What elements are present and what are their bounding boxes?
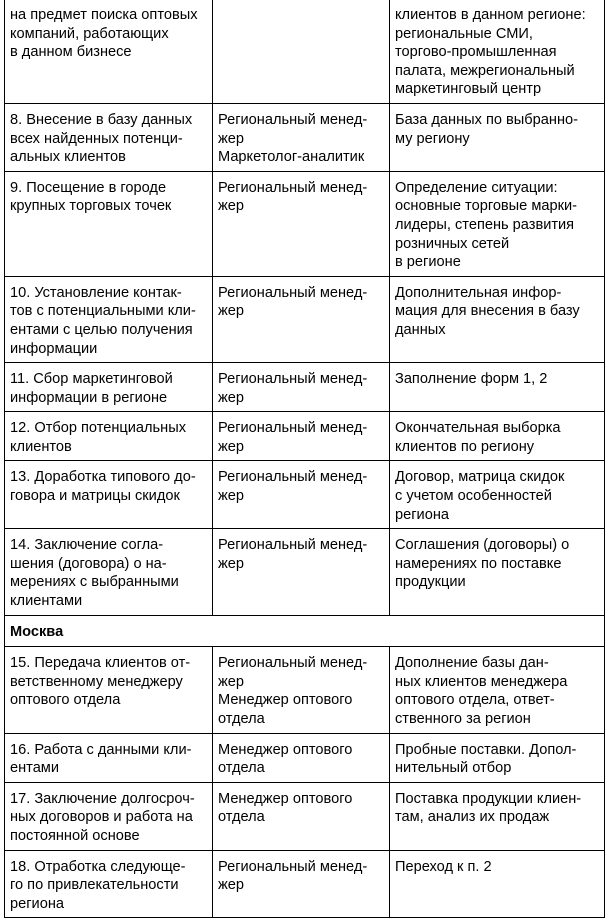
result-cell: Окончательная выборка клиентов по региону (390, 412, 605, 461)
responsible-cell: Региональный менед- жер (213, 363, 390, 412)
table-row (5, 412, 605, 461)
table-row (5, 850, 605, 918)
step-cell: на предмет поиска оптовых компаний, работающих в данном бизнесе (5, 0, 213, 103)
step-cell: 17. Заключение долгосроч- ных договоров и работа на постоянной основе (5, 782, 213, 850)
result-cell: Переход к п. 2 (390, 850, 605, 918)
result-cell: Заполнение форм 1, 2 (390, 363, 605, 412)
responsible-cell: Региональный менед- жер (213, 171, 390, 276)
table-row (5, 733, 605, 782)
table-row (5, 529, 605, 615)
result-cell: Пробные поставки. Допол- нительный отбор (390, 733, 605, 782)
table-row (5, 103, 605, 171)
table-row (5, 461, 605, 529)
result-cell: Дополнение базы дан- ных клиентов менеджера оптового отдела, ответ- ственного за регион (390, 647, 605, 733)
section-label: Москва (5, 615, 605, 647)
result-cell: клиентов в данном регионе: региональные СМИ, торгово-промышленная палата, межрегиональный маркетинговый центр (390, 0, 605, 103)
table-row (5, 171, 605, 276)
table-body (5, 0, 605, 918)
result-cell: Поставка продукции клиен- там, анализ их продаж (390, 782, 605, 850)
step-cell: 13. Доработка типового до- говора и матрицы скидок (5, 461, 213, 529)
step-cell: 15. Передача клиентов от- ветственному менеджеру оптового отдела (5, 647, 213, 733)
result-cell: Определение ситуации: основные торговые марки- лидеры, степень развития розничных сетей в регионе (390, 171, 605, 276)
table-row (5, 782, 605, 850)
responsible-cell: Региональный менед- жер Менеджер оптового отдела (213, 647, 390, 733)
responsible-cell: Региональный менед- жер (213, 461, 390, 529)
responsible-cell: Региональный менед- жер Маркетолог-аналитик (213, 103, 390, 171)
responsible-cell: Региональный менед- жер (213, 850, 390, 918)
table-row (5, 647, 605, 733)
step-cell: 18. Отработка следующе- го по привлекательности региона (5, 850, 213, 918)
responsible-cell: Региональный менед- жер (213, 276, 390, 362)
step-cell: 8. Внесение в базу данных всех найденных потенци- альных клиентов (5, 103, 213, 171)
responsible-cell: Региональный менед- жер (213, 529, 390, 615)
step-cell: 14. Заключение согла- шения (договора) о на- мерениях с выбранными клиентами (5, 529, 213, 615)
step-cell: 11. Сбор маркетинговой информации в регионе (5, 363, 213, 412)
result-cell: Дополнительная инфор- мация для внесения в базу данных (390, 276, 605, 362)
result-cell: Договор, матрица скидок с учетом особенностей региона (390, 461, 605, 529)
responsible-cell (213, 0, 390, 103)
responsible-cell: Региональный менед- жер (213, 412, 390, 461)
step-cell: 12. Отбор потенциальных клиентов (5, 412, 213, 461)
result-cell: Соглашения (договоры) о намерениях по поставке продукции (390, 529, 605, 615)
responsible-cell: Менеджер оптового отдела (213, 782, 390, 850)
process-table (4, 0, 605, 918)
table-row (5, 276, 605, 362)
result-cell: База данных по выбранно- му региону (390, 103, 605, 171)
step-cell: 16. Работа с данными кли- ентами (5, 733, 213, 782)
step-cell: 9. Посещение в городе крупных торговых точек (5, 171, 213, 276)
responsible-cell: Менеджер оптового отдела (213, 733, 390, 782)
table-row (5, 363, 605, 412)
section-row (5, 615, 605, 647)
step-cell: 10. Установление контак- тов с потенциальными кли- ентами с целью получения информации (5, 276, 213, 362)
table-row (5, 0, 605, 103)
